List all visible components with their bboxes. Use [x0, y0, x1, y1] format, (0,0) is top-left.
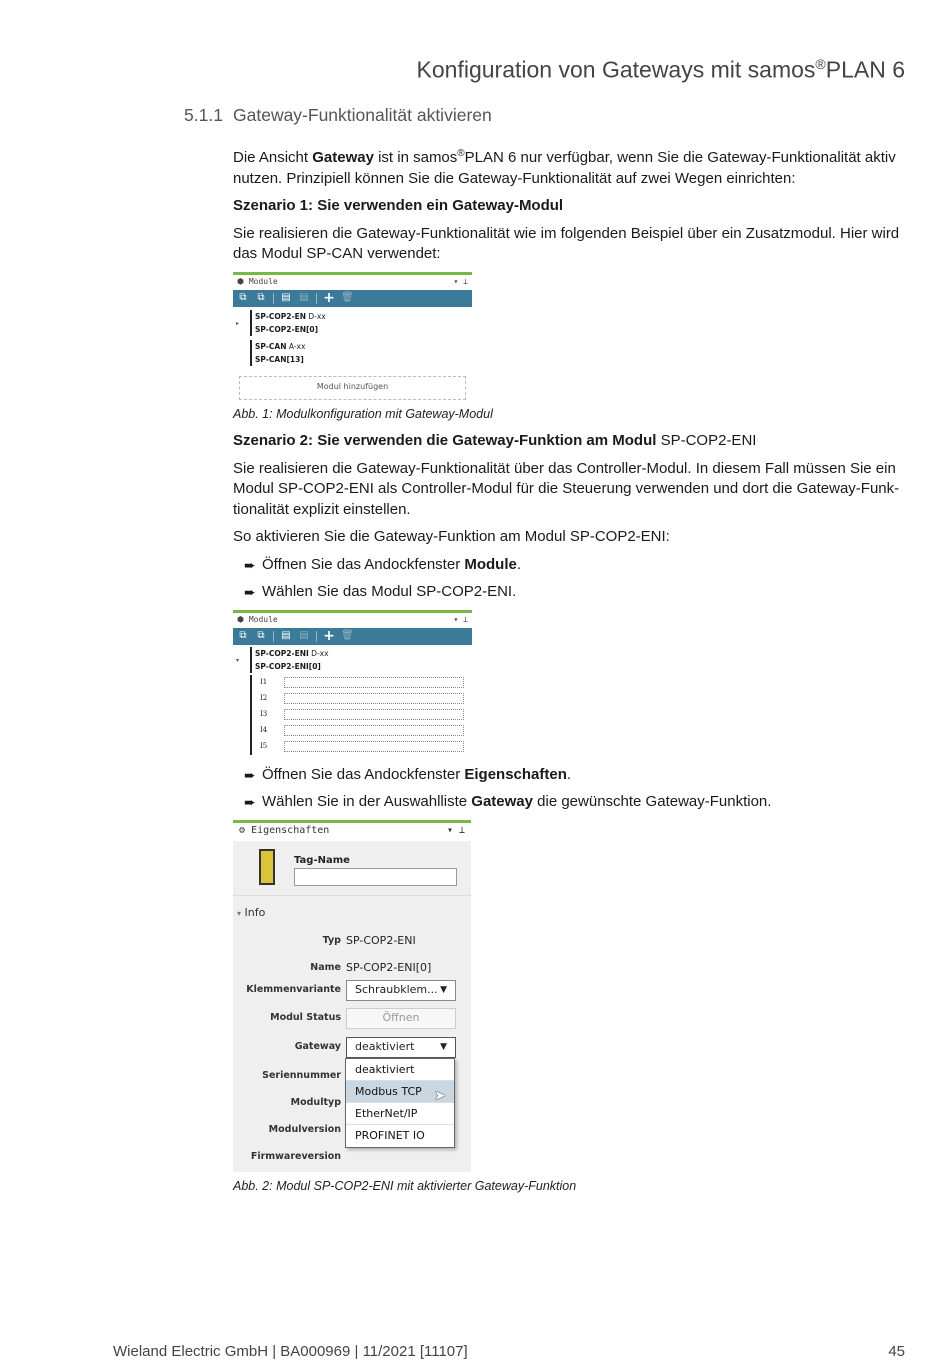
page-number: 45 [888, 1343, 905, 1360]
gear-icon: ⚙ [239, 825, 246, 837]
toolbar-separator [273, 293, 274, 304]
input-slot[interactable]: I1 [252, 675, 472, 691]
scenario1-text: Sie realisieren die Gateway-Funktionalität wie im folgenden Beispiel über ein Zusatzmodul. Hier wird das Modul SP-CAN verwendet: [233, 224, 900, 262]
klemmenvariante-row: Klemmenvariante Schraubklem... ▼ [233, 980, 456, 1001]
toolbar-separator [316, 631, 317, 642]
intro-paragraph: Die Ansicht Gateway ist in samos®PLAN 6 nur verfügbar, wenn Sie die Gateway-Funktionalität aktiv nutzen. Prinzipiell können Sie die Gateway-Funktionalität auf zwei Wegen einrichten: [233, 148, 896, 187]
collapse-icon: ▾ [237, 908, 242, 918]
klemmenvariante-select[interactable]: Schraubklem... ▼ [346, 980, 456, 1001]
name-row: Name SP-COP2-ENI[0] [310, 960, 432, 974]
page-footer: Wieland Electric GmbH | BA000969 | 11/2021 [11107] [113, 1343, 468, 1360]
collapse-all-icon[interactable]: ⧉ [239, 630, 247, 641]
module-item[interactable]: SP-CAN A-xx SP-CAN[13] [233, 340, 472, 366]
expand-icon [236, 340, 250, 347]
input-slot[interactable]: I3 [252, 707, 472, 723]
gateway-option[interactable]: PROFINET IO [355, 1128, 425, 1142]
module-panel-title: ⬢ Module ▾ ⊥ [233, 613, 472, 628]
section-number: 5.1.1 [184, 105, 223, 125]
firmwareversion-row: Firmwareversion [250, 1150, 341, 1162]
module-panel-2 [233, 610, 472, 756]
step-item: ➨ Wählen Sie das Modul SP-COP2-ENI. [233, 582, 905, 603]
arrow-icon: ➨ [244, 556, 256, 573]
module-panel-1 [233, 272, 472, 400]
scenario2-text: Sie realisieren die Gateway-Funktionalität über das Controller-Modul. In diesem Fall müssen Sie ein Modul SP-COP2-ENI als Controller-Modul für die Steuerung verwenden und dort die Gateway-Funktionalität explizit einstellen. [233, 459, 900, 518]
properties-body [233, 841, 471, 1172]
expand-all-icon[interactable]: ⧉ [257, 292, 265, 303]
delete-icon[interactable]: 🗑 [341, 292, 354, 303]
delete-icon[interactable]: 🗑 [341, 630, 354, 641]
step-item: ➨ Öffnen Sie das Andockfenster Module. [233, 555, 905, 576]
collapse-all-icon[interactable]: ⧉ [239, 292, 247, 303]
export-icon[interactable]: ▤ [299, 630, 309, 641]
properties-title: ⚙ Eigenschaften ▾ ⊥ [233, 823, 471, 841]
arrow-icon: ➨ [244, 794, 256, 810]
input-slot[interactable]: I4 [252, 723, 472, 739]
scenario1-heading: Szenario 1: Sie verwenden ein Gateway-Modul [233, 197, 564, 214]
add-module-button[interactable]: Modul hinzufügen [239, 376, 466, 400]
tag-name-input[interactable] [294, 868, 457, 886]
step-item: ➨ Wählen Sie in der Auswahlliste Gateway die gewünschte Gateway-Funktion. [233, 792, 905, 813]
arrow-icon: ➨ [244, 766, 256, 783]
add-icon[interactable]: + [323, 290, 335, 306]
module-item[interactable]: ▸ SP-COP2-EN D-xx SP-COP2-EN[0] [236, 311, 326, 334]
gateway-option[interactable]: EtherNet/IP [346, 1103, 454, 1125]
modul-status-row: Modul Status Öffnen [233, 1008, 456, 1029]
howto-text: So aktivieren Sie die Gateway-Funktion am Modul SP-COP2-ENI: [233, 528, 670, 545]
pin-icon[interactable]: ▾ ⊥ [453, 614, 468, 624]
mouse-cursor-icon: ➤ [434, 1087, 446, 1104]
dropdown-arrow-icon: ▼ [440, 1041, 447, 1052]
modultyp-row: Modultyp [290, 1096, 341, 1108]
section-title: Gateway-Funktionalität aktivieren [233, 105, 492, 125]
export-icon[interactable]: ▤ [299, 292, 309, 303]
modulversion-row: Modulversion [268, 1123, 341, 1135]
slot-list [250, 675, 472, 755]
scenario2-heading: Szenario 2: Sie verwenden die Gateway-Funktion am Modul SP-COP2-ENI [233, 432, 757, 449]
arrow-icon: ➨ [244, 584, 256, 600]
figure-caption-2: Abb. 2: Modul SP-COP2-ENI mit aktivierter Gateway-Funktion [233, 1178, 577, 1193]
input-slot[interactable]: I2 [252, 691, 472, 707]
toolbar-separator [316, 293, 317, 304]
input-slot[interactable]: I5 [252, 739, 472, 755]
expand-icon[interactable]: ▾ [236, 656, 240, 664]
info-separator [233, 895, 471, 896]
dropdown-arrow-icon: ▼ [440, 984, 447, 995]
page-header: Konfiguration von Gateways mit samos®PLAN 6 [416, 56, 905, 83]
typ-row: Typ SP-COP2-ENI [322, 933, 416, 947]
figure-caption-1: Abb. 1: Modulkonfiguration mit Gateway-Modul [233, 406, 493, 421]
step-item: ➨ Öffnen Sie das Andockfenster Eigenschaften. [233, 765, 905, 786]
gateway-select[interactable]: deaktiviert ▼ [346, 1037, 456, 1058]
expand-icon[interactable]: ▸ [236, 319, 240, 327]
properties-panel [233, 820, 471, 1172]
pin-icon[interactable]: ▾ ⊥ [453, 276, 468, 286]
info-group-header[interactable]: ▾ Info [237, 905, 266, 919]
seriennummer-row: Seriennummer [262, 1069, 341, 1081]
pin-icon[interactable]: ▾ ⊥ [446, 825, 465, 837]
cube-icon: ⬢ [237, 614, 244, 624]
open-status-button[interactable]: Öffnen [346, 1008, 456, 1029]
gateway-dropdown-list [345, 1058, 455, 1148]
module-panel-title: ⬢ Module ▾ ⊥ [233, 275, 472, 290]
gateway-option[interactable]: Modbus TCP ➤ [346, 1081, 454, 1103]
add-icon[interactable]: + [323, 628, 335, 644]
gateway-row: Gateway deaktiviert ▼ [233, 1037, 456, 1058]
tag-name-label: Tag-Name [294, 854, 350, 866]
import-icon[interactable]: ▤ [281, 630, 291, 641]
main-content [233, 144, 905, 1203]
module-item[interactable]: ▾ SP-COP2-ENI D-xx SP-COP2-ENI[0] [236, 648, 329, 671]
module-device-icon [259, 849, 275, 885]
toolbar-separator [273, 631, 274, 642]
expand-all-icon[interactable]: ⧉ [257, 630, 265, 641]
cube-icon: ⬢ [237, 276, 244, 286]
import-icon[interactable]: ▤ [281, 292, 291, 303]
gateway-option[interactable]: deaktiviert [346, 1059, 454, 1081]
